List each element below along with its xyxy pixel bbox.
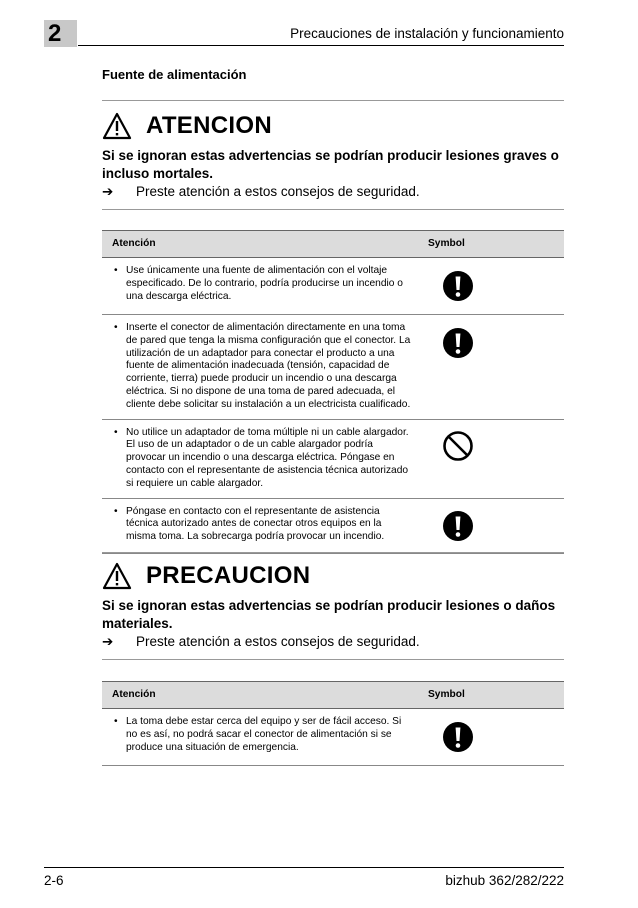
table-row: [102, 498, 564, 553]
caution-text: Si se ignoran estas advertencias se podrían producir lesiones o daños materiales.: [102, 598, 556, 631]
column-header-attention: Atención: [102, 231, 418, 258]
arrow-icon: ➔: [102, 634, 114, 649]
page-number: 2-6: [44, 873, 64, 888]
section-title: Fuente de alimentación: [102, 67, 247, 82]
row-text: Use únicamente una fuente de alimentación con el voltaje especificado. De lo contrario, podría producirse un incendio o una descarga eléctrica.: [126, 265, 403, 302]
divider: [102, 209, 564, 210]
row-text: La toma debe estar cerca del equipo y ser de fácil acceso. Si no es así, no podrá sacar el conector de alimentación si se produce una situación de emergencia.: [126, 716, 402, 753]
caution-table-wrap: [102, 681, 564, 766]
warning-triangle-icon: [102, 562, 132, 590]
warning-note: [102, 183, 564, 201]
row-text: No utilice un adaptador de toma múltiple ni un cable alargador. El uso de un adaptador o de un cable alargador podría provocar un incendio o una descarga eléctrica. Póngase en contacto con el representante de asistencia técnica autorizado si requiere un cable alargador.: [126, 426, 409, 489]
warning-text: Si se ignoran estas advertencias se podrían producir lesiones graves o incluso mortales.: [102, 148, 559, 181]
bullet: •: [114, 322, 118, 333]
row-text: Póngase en contacto con el representante de asistencia técnica autorizado antes de conectar otros equipos en la misma toma. La sobrecarga podría provocar un incendio.: [126, 505, 385, 543]
caution-note: [102, 633, 564, 651]
arrow-icon: ➔: [102, 184, 114, 199]
bullet: •: [114, 426, 118, 438]
warning-block: [102, 100, 564, 210]
product-name: bizhub 362/282/222: [445, 873, 564, 888]
column-header-attention: Atención: [102, 682, 418, 709]
exclamation-icon: [442, 327, 474, 359]
row-text: Inserte el conector de alimentación directamente en una toma de pared que tenga la misma configuración que el conector. La utilización de un adaptador para conectar el producto a una fuente de alimentación inadecuada (tensión, capacidad de corriente, tierra) puede producir un incendio o una descarga eléctrica. Si no dispone de una toma de pared adecuada, el cliente debe solicitar su instalación a un electricista cualificado.: [126, 322, 411, 410]
exclamation-icon: [442, 721, 474, 753]
header-rule: [78, 45, 564, 46]
column-header-symbol: Symbol: [418, 231, 564, 258]
divider: [102, 100, 564, 101]
caution-title: PRECAUCION: [146, 562, 311, 589]
prohibited-icon: [442, 430, 474, 462]
warning-table-wrap: [102, 230, 564, 554]
warning-title: ATENCION: [146, 112, 272, 139]
caution-block: [102, 552, 564, 660]
table-row: [102, 419, 564, 498]
chapter-title: Precauciones de instalación y funcionamiento: [290, 26, 564, 41]
exclamation-icon: [442, 270, 474, 302]
table-row: [102, 258, 564, 315]
footer-rule: [44, 867, 564, 868]
table-row: [102, 315, 564, 420]
divider: [102, 552, 564, 553]
exclamation-icon: [442, 510, 474, 542]
warning-triangle-icon: [102, 112, 132, 140]
bullet: •: [114, 265, 118, 276]
warning-note-text: Preste atención a estos consejos de seguridad.: [136, 184, 420, 199]
bullet: •: [114, 505, 118, 517]
warning-table: [102, 230, 564, 554]
divider: [102, 659, 564, 660]
table-row: [102, 709, 564, 766]
column-header-symbol: Symbol: [418, 682, 564, 709]
caution-table: [102, 681, 564, 766]
bullet: •: [114, 716, 118, 727]
caution-note-text: Preste atención a estos consejos de seguridad.: [136, 634, 420, 649]
chapter-number: 2: [44, 20, 77, 47]
